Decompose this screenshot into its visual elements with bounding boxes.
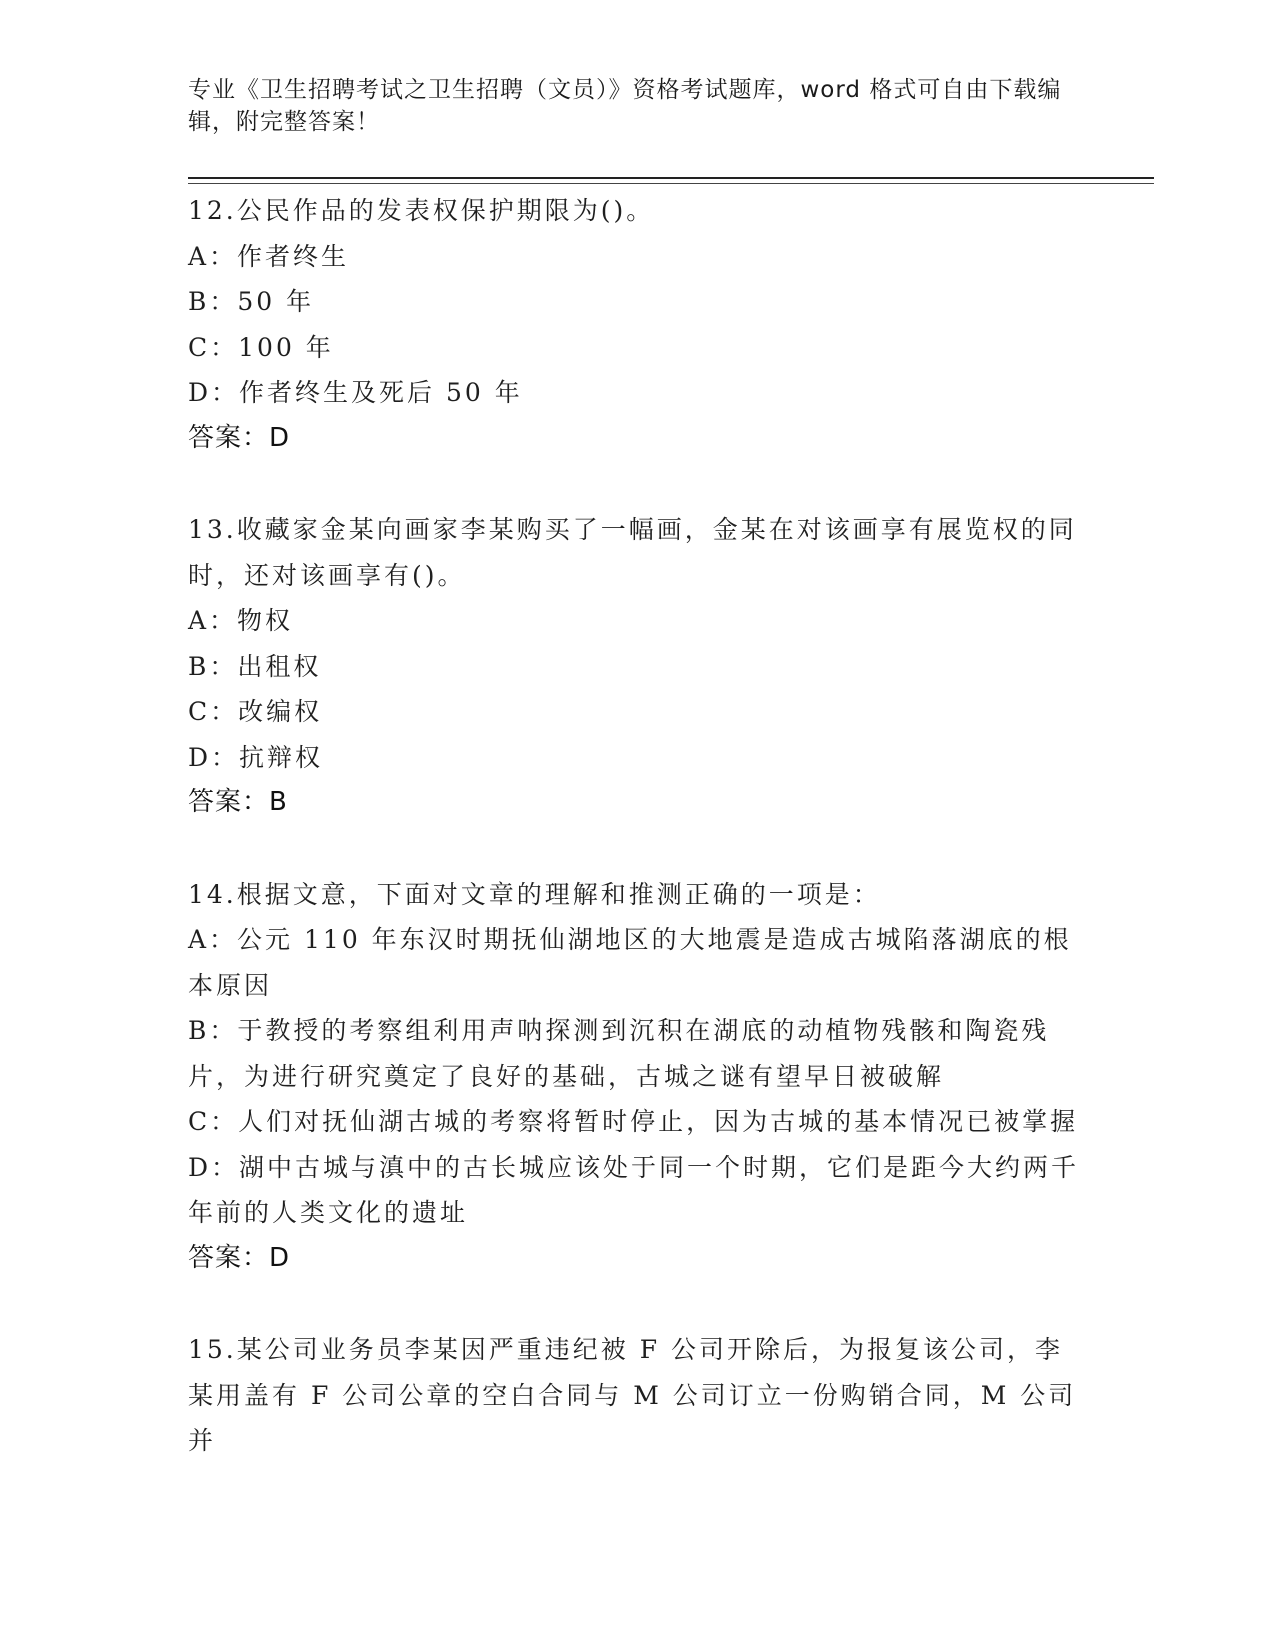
answer-label: 答案：D <box>188 1242 291 1273</box>
question-12 <box>188 188 1088 461</box>
option-c: C：改编权 <box>188 697 323 726</box>
question-15 <box>188 1327 1088 1464</box>
question-stem: 14.根据文意，下面对文章的理解和推测正确的一项是： <box>188 879 881 909</box>
option-a: A：公元 110 年东汉时期抚仙湖地区的大地震是造成古城陷落湖底的根本原因 <box>188 925 1072 1000</box>
question-13 <box>188 507 1088 826</box>
question-14 <box>188 872 1088 1282</box>
question-stem: 15.某公司业务员李某因严重违纪被 F 公司开除后，为报复该公司，李某用盖有 F 公司公章的空白合同与 M 公司订立一份购销合同，M 公司并 <box>188 1335 1077 1455</box>
question-stem: 13.收藏家金某向画家李某购买了一幅画，金某在对该画享有展览权的同时，还对该画享有()。 <box>188 515 1077 590</box>
option-c: C：100 年 <box>188 332 334 362</box>
option-b: B：50 年 <box>188 287 315 316</box>
option-b: B：于教授的考察组利用声呐探测到沉积在湖底的动植物残骸和陶瓷残片，为进行研究奠定了良好的基础，古城之谜有望早日被破解 <box>188 1016 1050 1091</box>
option-a: A：作者终生 <box>188 241 350 271</box>
header-divider-thin <box>188 183 1154 184</box>
question-list <box>188 188 1088 1510</box>
option-a: A：物权 <box>188 606 294 635</box>
answer-label: 答案：D <box>188 422 291 453</box>
question-stem: 12.公民作品的发表权保护期限为()。 <box>188 196 655 225</box>
option-d: D：抗辩权 <box>188 742 324 772</box>
option-d: D：湖中古城与滇中的古长城应该处于同一个时期，它们是距今大约两千年前的人类文化的遗址 <box>188 1152 1080 1227</box>
answer-label: 答案：B <box>188 787 288 817</box>
header-divider <box>188 177 1154 179</box>
option-c: C：人们对抚仙湖古城的考察将暂时停止，因为古城的基本情况已被掌握 <box>188 1107 1079 1136</box>
option-b: B：出租权 <box>188 651 322 681</box>
option-d: D：作者终生及死后 50 年 <box>188 378 523 407</box>
document-header: 专业《卫生招聘考试之卫生招聘（文员）》资格考试题库，word 格式可自由下载编辑，附完整答案！ <box>188 77 1062 135</box>
